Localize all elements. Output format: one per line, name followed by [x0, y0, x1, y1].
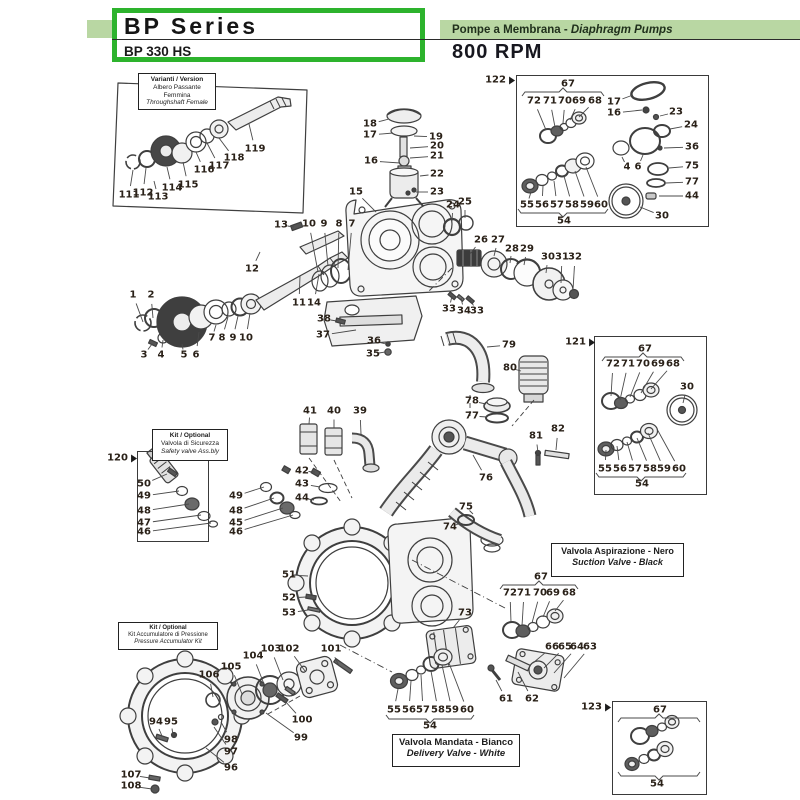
- part-callout-16: 16: [607, 107, 621, 119]
- part-callout-69: 69: [651, 358, 665, 370]
- bracket-label-54: 54: [423, 720, 437, 732]
- model-title: BP 330 HS: [124, 44, 192, 59]
- part-callout-117: 117: [208, 160, 230, 172]
- part-callout-60: 60: [594, 199, 608, 211]
- part-callout-43: 43: [295, 478, 309, 490]
- part-callout-57: 57: [416, 704, 430, 716]
- leader-line: [311, 485, 320, 487]
- leader-line: [266, 713, 294, 733]
- parts-group-label-120: 120: [107, 453, 137, 464]
- part-callout-56: 56: [402, 704, 416, 716]
- part-callout-1: 1: [129, 289, 137, 301]
- part-callout-114: 114: [161, 182, 183, 194]
- parts-group-label-121: 121: [565, 337, 595, 348]
- leader-line: [211, 684, 213, 697]
- part-callout-73: 73: [458, 607, 472, 619]
- suction-valve-box: [551, 543, 684, 577]
- part-callout-55: 55: [598, 463, 612, 475]
- leader-line: [564, 654, 584, 678]
- part-callout-11: 11: [292, 297, 306, 309]
- leader-line: [247, 313, 250, 329]
- variant-box: [138, 73, 216, 110]
- part-callout-10: 10: [302, 218, 316, 230]
- part-callout-17: 17: [607, 96, 621, 108]
- part-callout-23: 23: [430, 186, 444, 198]
- part-callout-70: 70: [533, 587, 547, 599]
- delivery-valve-box-line: Valvola Mandata - Bianco: [398, 737, 514, 748]
- delivery-valve-box-line: Delivery Valve - White: [406, 748, 506, 760]
- part-callout-60: 60: [672, 463, 686, 475]
- part-callout-36: 36: [685, 141, 699, 153]
- part-callout-71: 71: [621, 358, 635, 370]
- parts-group-label-123: 123: [581, 702, 611, 713]
- bracket-label-67: 67: [638, 343, 652, 355]
- part-callout-13: 13: [274, 219, 288, 231]
- part-callout-26: 26: [474, 234, 488, 246]
- leader-line: [221, 722, 227, 732]
- suction-valve-box-line: Suction Valve - Black: [572, 556, 663, 567]
- part-callout-72: 72: [503, 587, 517, 599]
- leader-line: [196, 152, 200, 162]
- leader-line: [410, 681, 411, 701]
- leader-line: [496, 680, 502, 691]
- leader-line: [449, 663, 464, 702]
- bracket-label-67: 67: [534, 571, 548, 583]
- leader-line: [470, 247, 476, 254]
- part-callout-6: 6: [634, 161, 642, 173]
- part-callout-106: 106: [198, 669, 220, 681]
- leader-line: [219, 138, 229, 151]
- part-callout-21: 21: [430, 150, 444, 162]
- part-callout-5: 5: [180, 349, 188, 361]
- part-callout-61: 61: [499, 693, 513, 705]
- part-callout-69: 69: [572, 95, 586, 107]
- part-callout-3: 3: [140, 349, 148, 361]
- part-callout-57: 57: [628, 463, 642, 475]
- part-callout-33: 33: [442, 303, 456, 315]
- leader-line: [245, 487, 264, 493]
- part-callout-99: 99: [294, 732, 308, 744]
- rpm-title: 800 RPM: [452, 41, 543, 63]
- part-callout-37: 37: [316, 329, 330, 341]
- series-title: BP Series: [124, 13, 258, 39]
- leader-line: [421, 675, 422, 701]
- leader-line: [494, 248, 496, 256]
- leader-line: [461, 298, 463, 305]
- leader-line: [325, 233, 328, 266]
- part-callout-94: 94: [149, 716, 163, 728]
- part-callout-33: 33: [470, 305, 484, 317]
- leader-line: [555, 600, 563, 611]
- leader-line: [487, 346, 500, 347]
- leader-line: [554, 654, 571, 673]
- part-callout-40: 40: [327, 405, 341, 417]
- leader-line: [544, 653, 559, 668]
- leader-line: [154, 181, 156, 189]
- part-callout-64: 64: [570, 641, 584, 653]
- leader-line: [207, 143, 215, 158]
- part-callout-111: 111: [118, 189, 140, 201]
- leader-line: [518, 672, 528, 691]
- part-callout-68: 68: [562, 587, 576, 599]
- leader-line: [338, 233, 339, 268]
- part-callout-48: 48: [229, 505, 243, 517]
- leader-line: [379, 133, 393, 134]
- leader-line: [537, 445, 538, 454]
- leader-line: [144, 168, 146, 184]
- part-callout-53: 53: [282, 607, 296, 619]
- part-callout-44: 44: [295, 492, 309, 504]
- leader-line: [561, 266, 562, 283]
- part-callout-47: 47: [137, 517, 151, 529]
- part-callout-22: 22: [430, 168, 444, 180]
- part-callout-100: 100: [291, 714, 313, 726]
- part-callout-81: 81: [529, 430, 543, 442]
- leader-line: [197, 332, 199, 346]
- bracket-label-67: 67: [653, 704, 667, 716]
- part-callout-59: 59: [580, 199, 594, 211]
- variant-box-line: Varianti / Version: [150, 76, 204, 83]
- leader-line: [442, 665, 450, 701]
- leader-line: [335, 657, 339, 666]
- part-callout-34: 34: [457, 305, 471, 317]
- part-callout-63: 63: [583, 641, 597, 653]
- part-callout-25: 25: [458, 196, 472, 208]
- part-callout-16: 16: [364, 155, 378, 167]
- part-callout-60: 60: [460, 704, 474, 716]
- leader-line: [256, 252, 260, 261]
- leader-line: [380, 162, 400, 163]
- part-callout-69: 69: [546, 587, 560, 599]
- part-callout-44: 44: [685, 190, 699, 202]
- leader-line: [167, 167, 170, 179]
- leader-line: [533, 653, 545, 663]
- leader-line: [360, 420, 361, 434]
- leader-line: [136, 303, 143, 322]
- part-callout-77: 77: [465, 410, 479, 422]
- accent-chip: [87, 20, 114, 38]
- category-label: Pompe a Membrana -: [452, 23, 571, 36]
- safety-kit-box-line: Kit / Optional: [169, 432, 211, 439]
- part-callout-41: 41: [303, 405, 317, 417]
- leader-line: [298, 575, 308, 576]
- leader-line: [214, 325, 216, 332]
- part-callout-77: 77: [685, 176, 699, 188]
- part-callout-113: 113: [147, 191, 169, 203]
- leader-line: [130, 170, 133, 186]
- leader-line: [479, 403, 486, 405]
- leader-line: [348, 233, 351, 270]
- part-callout-14: 14: [307, 297, 321, 309]
- part-callout-70: 70: [558, 95, 572, 107]
- leader-line: [206, 748, 224, 762]
- leader-line: [452, 213, 453, 221]
- part-callout-119: 119: [244, 143, 266, 155]
- part-callout-6: 6: [192, 349, 200, 361]
- leader-line: [420, 175, 429, 176]
- part-callout-75: 75: [685, 160, 699, 172]
- part-callout-28: 28: [505, 243, 519, 255]
- part-callout-80: 80: [503, 362, 517, 374]
- leader-line: [573, 266, 574, 290]
- part-callout-97: 97: [224, 746, 238, 758]
- leader-line: [332, 330, 356, 334]
- leader-line: [556, 438, 557, 450]
- leader-line: [480, 417, 488, 418]
- part-callout-57: 57: [550, 199, 564, 211]
- part-callout-35: 35: [366, 348, 380, 360]
- part-callout-18: 18: [363, 118, 377, 130]
- part-callout-58: 58: [565, 199, 579, 211]
- part-callout-71: 71: [543, 95, 557, 107]
- part-callout-78: 78: [465, 395, 479, 407]
- leader-line: [522, 602, 523, 626]
- safety-kit-box-line: Valvola di Sicurezza: [160, 439, 220, 447]
- category-bar: [440, 20, 800, 39]
- leader-line: [309, 472, 316, 473]
- part-callout-107: 107: [120, 769, 142, 781]
- part-callout-10: 10: [239, 332, 253, 344]
- part-callout-4: 4: [623, 161, 631, 173]
- part-callout-7: 7: [208, 332, 216, 344]
- part-callout-112: 112: [132, 187, 154, 199]
- leader-line: [298, 610, 308, 612]
- leader-line: [256, 664, 264, 684]
- leader-line: [431, 671, 436, 701]
- part-callout-23: 23: [669, 106, 683, 118]
- leader-line: [410, 147, 428, 148]
- leader-line: [274, 657, 283, 680]
- part-callout-71: 71: [517, 587, 531, 599]
- part-callout-72: 72: [606, 358, 620, 370]
- part-callout-9: 9: [229, 332, 237, 344]
- part-callout-49: 49: [229, 490, 243, 502]
- part-callout-49: 49: [137, 490, 151, 502]
- part-callout-51: 51: [282, 569, 296, 581]
- part-callout-55: 55: [520, 199, 534, 211]
- leader-line: [543, 601, 550, 617]
- arrow-right-icon: [589, 338, 595, 346]
- part-callout-118: 118: [223, 152, 245, 164]
- arrow-right-icon: [509, 76, 515, 84]
- leader-line: [234, 675, 242, 694]
- bracket-label-54: 54: [635, 478, 649, 490]
- part-callout-50: 50: [137, 478, 151, 490]
- parts-group-label-122: 122: [485, 75, 515, 86]
- leader-line: [311, 233, 318, 272]
- part-callout-15: 15: [349, 186, 363, 198]
- leader-line: [410, 157, 428, 158]
- leader-line: [140, 787, 152, 789]
- leader-line: [453, 620, 459, 628]
- variant-box-line: Throughshaft Female: [146, 99, 208, 107]
- part-callout-30: 30: [655, 210, 669, 222]
- part-callout-42: 42: [295, 465, 309, 477]
- leader-line: [309, 418, 310, 425]
- part-callout-8: 8: [335, 218, 343, 230]
- part-callout-24: 24: [446, 199, 460, 211]
- part-callout-56: 56: [613, 463, 627, 475]
- leader-line: [288, 226, 295, 227]
- part-callout-55: 55: [387, 704, 401, 716]
- leader-line: [510, 256, 511, 263]
- part-callout-31: 31: [555, 251, 569, 263]
- part-callout-52: 52: [282, 592, 296, 604]
- leader-line: [524, 257, 526, 265]
- part-callout-95: 95: [164, 716, 178, 728]
- leader-line: [532, 602, 538, 623]
- leader-line: [298, 597, 307, 598]
- part-callout-59: 59: [445, 704, 459, 716]
- leader-line: [510, 602, 511, 622]
- leader-line: [159, 729, 162, 736]
- part-callout-36: 36: [367, 335, 381, 347]
- part-callout-68: 68: [588, 95, 602, 107]
- part-callout-116: 116: [193, 164, 215, 176]
- leader-line: [379, 119, 389, 122]
- leader-line: [299, 276, 300, 294]
- leader-line: [473, 455, 482, 470]
- part-callout-7: 7: [348, 218, 356, 230]
- part-callout-38: 38: [317, 313, 331, 325]
- leader-line: [148, 344, 152, 350]
- part-callout-82: 82: [551, 423, 565, 435]
- part-callout-74: 74: [443, 521, 457, 533]
- part-callout-59: 59: [657, 463, 671, 475]
- leader-line: [331, 320, 338, 321]
- leader-line: [235, 316, 238, 329]
- part-callout-58: 58: [431, 704, 445, 716]
- leader-line: [396, 689, 398, 701]
- part-callout-70: 70: [636, 358, 650, 370]
- part-callout-20: 20: [430, 140, 444, 152]
- part-callout-29: 29: [520, 243, 534, 255]
- part-callout-66: 66: [545, 641, 559, 653]
- part-callout-98: 98: [224, 734, 238, 746]
- part-callout-108: 108: [120, 780, 142, 792]
- part-callout-9: 9: [320, 218, 328, 230]
- part-callout-2: 2: [147, 289, 155, 301]
- part-callout-17: 17: [363, 129, 377, 141]
- part-callout-115: 115: [177, 179, 199, 191]
- part-callout-30: 30: [680, 381, 694, 393]
- part-callout-75: 75: [459, 501, 473, 513]
- part-callout-32: 32: [568, 251, 582, 263]
- leader-line: [316, 274, 319, 294]
- part-callout-96: 96: [224, 762, 238, 774]
- part-callout-30: 30: [541, 251, 555, 263]
- part-callout-39: 39: [353, 405, 367, 417]
- part-callout-104: 104: [242, 650, 264, 662]
- part-callout-101: 101: [320, 643, 342, 655]
- accumulator-kit-box-line: Pressure Accumulator Kit: [134, 639, 202, 646]
- part-callout-56: 56: [535, 199, 549, 211]
- arrow-right-icon: [605, 703, 611, 711]
- delivery-valve-box: [392, 734, 520, 767]
- bracket-label-67: 67: [561, 78, 575, 90]
- safety-kit-box: [152, 429, 228, 461]
- leader-line: [245, 508, 283, 520]
- category-label-translation: Diaphragm Pumps: [570, 23, 673, 36]
- leader-line: [294, 656, 305, 671]
- part-callout-65: 65: [558, 641, 572, 653]
- part-callout-48: 48: [137, 505, 151, 517]
- part-callout-76: 76: [479, 472, 493, 484]
- part-callout-105: 105: [220, 661, 242, 673]
- variant-box-line: Albero Passante Femmina: [153, 83, 201, 99]
- leader-line: [224, 317, 228, 329]
- part-callout-46: 46: [137, 526, 151, 538]
- leader-line: [172, 729, 173, 736]
- leader-line: [451, 296, 453, 303]
- leader-line: [152, 304, 153, 318]
- bracket-label-54: 54: [650, 778, 664, 790]
- part-callout-45: 45: [229, 517, 243, 529]
- part-callout-68: 68: [666, 358, 680, 370]
- accumulator-kit-box-line: Kit / Optional: [149, 625, 187, 631]
- leader-line: [414, 136, 427, 137]
- part-callout-102: 102: [278, 643, 300, 655]
- leader-line: [162, 340, 163, 348]
- accumulator-kit-box-line: Kit Accumulatore di Pressione: [128, 632, 208, 639]
- leader-line: [245, 515, 293, 529]
- arrow-right-icon: [131, 454, 137, 462]
- accumulator-kit-box: [118, 622, 218, 650]
- part-callout-12: 12: [245, 263, 259, 275]
- bracket-label-54: 54: [557, 215, 571, 227]
- part-callout-8: 8: [218, 332, 226, 344]
- part-callout-103: 103: [260, 643, 282, 655]
- leader-line: [362, 198, 376, 212]
- part-callout-4: 4: [157, 349, 165, 361]
- part-callout-24: 24: [684, 119, 698, 131]
- part-callout-27: 27: [491, 234, 505, 246]
- leader-line: [285, 701, 296, 713]
- part-callout-46: 46: [229, 526, 243, 538]
- part-callout-79: 79: [502, 339, 516, 351]
- part-callout-19: 19: [429, 131, 443, 143]
- leader-line: [546, 265, 547, 273]
- part-callout-62: 62: [525, 693, 539, 705]
- part-callout-72: 72: [527, 95, 541, 107]
- part-callout-58: 58: [643, 463, 657, 475]
- suction-valve-box-line: Valvola Aspirazione - Nero: [561, 546, 674, 556]
- leader-line: [245, 498, 274, 508]
- leader-line: [183, 162, 186, 176]
- safety-kit-box-line: Safety valve Ass.bly: [161, 447, 219, 455]
- leader-line: [249, 124, 253, 140]
